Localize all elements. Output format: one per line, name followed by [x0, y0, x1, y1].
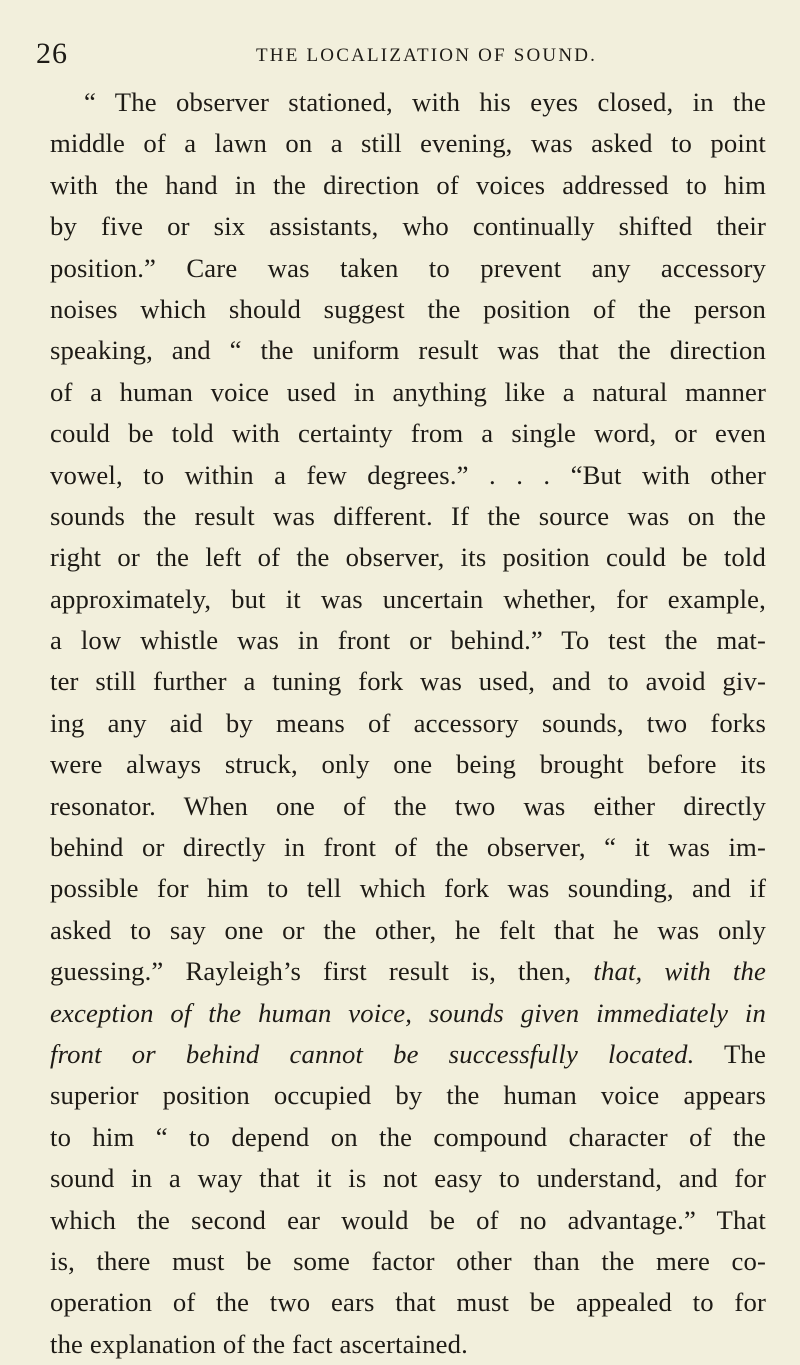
text-segment: with the hand in the direction of voices addressed to him [50, 169, 766, 200]
text-segment: position.” Care was taken to prevent any accessory [50, 252, 766, 283]
text-line [50, 289, 766, 330]
text-segment: speaking, and “ the uniform result was that the direction [50, 335, 766, 366]
text-segment: middle of a lawn on a still evening, was asked to point [50, 128, 766, 159]
text-line [50, 206, 766, 247]
text-segment: “ The observer stationed, with his eyes closed, in the [84, 87, 766, 117]
italic-text: that, with the [593, 956, 766, 987]
text-segment: asked to say one or the other, he felt that he was only [50, 914, 766, 945]
text-line [50, 786, 766, 827]
text-line [50, 910, 766, 951]
page-number: 26 [36, 37, 68, 70]
text-segment: noises which should suggest the position of the person [50, 293, 766, 324]
text-segment: guessing.” Rayleigh’s first result is, then, [50, 956, 594, 987]
text-line [50, 1075, 766, 1116]
text-line [50, 703, 766, 744]
text-segment: the explanation of the fact ascertained. [50, 1328, 468, 1359]
text-line [50, 330, 766, 371]
text-line [50, 1158, 766, 1199]
text-line [50, 1200, 766, 1241]
text-line [50, 1117, 766, 1158]
text-segment: behind or directly in front of the observer, “ it was im- [50, 832, 766, 863]
text-line [50, 951, 766, 992]
text-line [50, 123, 766, 164]
text-segment: sound in a way that it is not easy to understand, and for [50, 1163, 766, 1194]
text-segment: operation of the two ears that must be appealed to for [50, 1287, 766, 1318]
text-line [50, 1282, 766, 1323]
text-line [50, 455, 766, 496]
text-line [50, 496, 766, 537]
text-line [50, 1034, 766, 1075]
text-segment: which the second ear would be of no advantage.” That [50, 1204, 766, 1235]
text-segment: The [694, 1038, 766, 1069]
text-segment: superior position occupied by the human voice appears [50, 1080, 766, 1111]
text-segment: vowel, to within a few degrees.” . . . “But with other [50, 459, 766, 490]
text-segment: right or the left of the observer, its position could be told [50, 542, 766, 573]
text-segment: possible for him to tell which fork was sounding, and if [50, 873, 766, 904]
text-line [50, 661, 766, 702]
text-segment: approximately, but it was uncertain whether, for example, [50, 583, 766, 614]
text-line [50, 1324, 766, 1365]
text-line [50, 537, 766, 578]
italic-text: front or behind cannot be successfully located. [50, 1038, 695, 1069]
text-segment: were always struck, only one being brought before its [50, 749, 766, 780]
text-segment: sounds the result was different. If the source was on the [50, 500, 766, 531]
text-line [50, 372, 766, 413]
text-segment: resonator. When one of the two was either directly [50, 790, 766, 821]
running-title: THE LOCALIZATION OF SOUND. [256, 45, 598, 66]
text-segment: of a human voice used in anything like a natural manner [50, 376, 766, 407]
text-line [50, 579, 766, 620]
text-line [50, 165, 766, 206]
text-line [50, 82, 766, 123]
text-line [50, 413, 766, 454]
text-segment: could be told with certainty from a single word, or even [50, 418, 766, 449]
text-line [50, 744, 766, 785]
text-line [50, 620, 766, 661]
text-segment: to him “ to depend on the compound character of the [50, 1121, 766, 1152]
text-line [50, 827, 766, 868]
body-text [50, 82, 766, 1365]
text-segment: ing any aid by means of accessory sounds, two forks [50, 707, 766, 738]
running-head [36, 36, 746, 76]
text-segment: by five or six assistants, who continually shifted their [50, 211, 766, 242]
text-segment: ter still further a tuning fork was used, and to avoid giv- [50, 666, 766, 697]
italic-text: exception of the human voice, sounds given immediately in [50, 997, 766, 1028]
text-line [50, 248, 766, 289]
text-line [50, 868, 766, 909]
text-line [50, 993, 766, 1034]
text-line [50, 1241, 766, 1282]
text-segment: is, there must be some factor other than the mere co- [50, 1245, 766, 1276]
text-segment: a low whistle was in front or behind.” To test the mat- [50, 625, 766, 656]
